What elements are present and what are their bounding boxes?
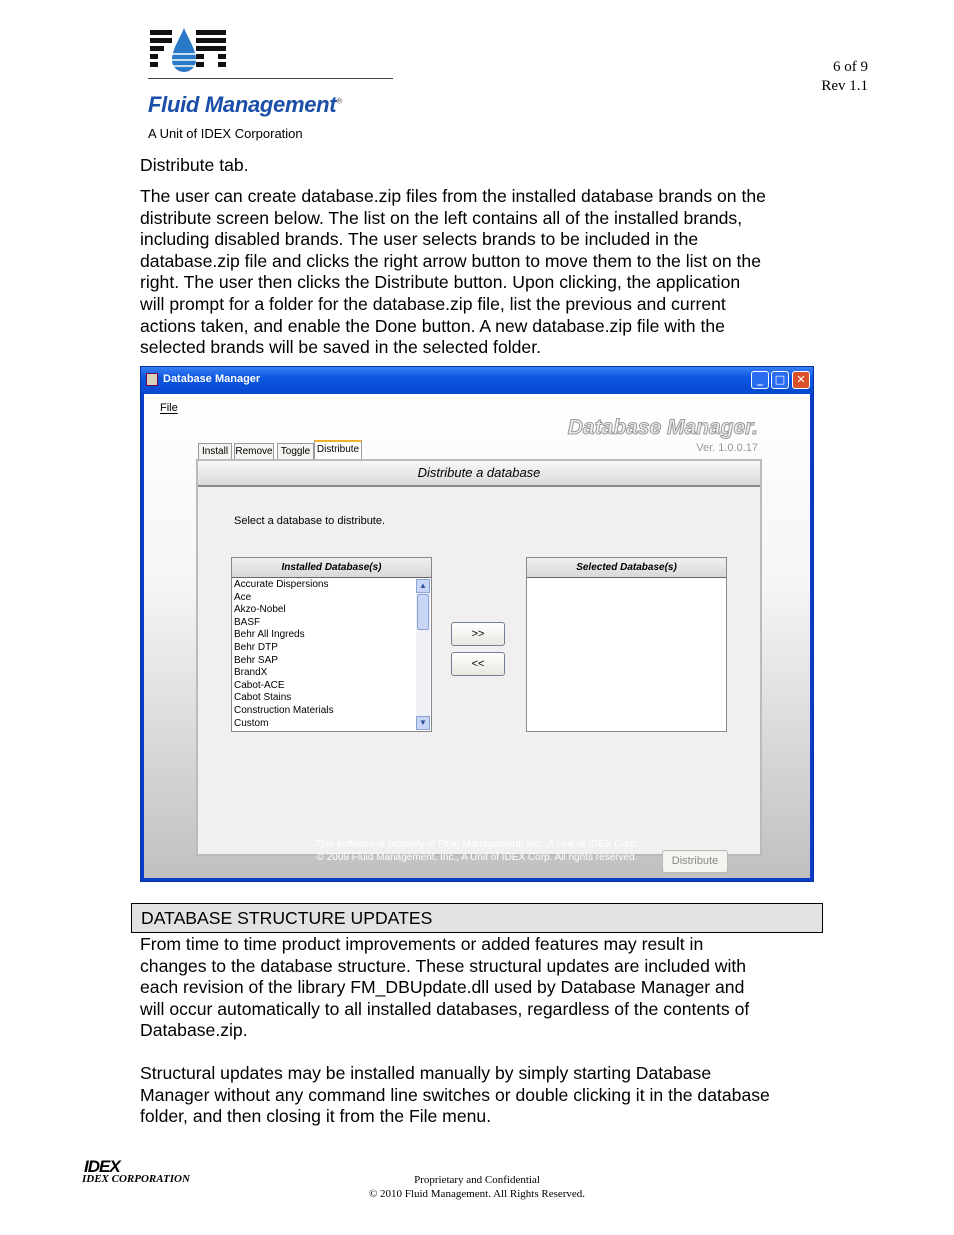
list-item[interactable]: BASF <box>234 616 261 628</box>
section-paragraph-2 <box>140 1063 820 1128</box>
text-line: From time to time product improvements or added features may result in <box>140 934 704 954</box>
close-button[interactable] <box>792 371 810 389</box>
distribute-button[interactable]: Distribute <box>662 850 728 873</box>
page-number: 6 of 9 <box>833 59 868 75</box>
selected-list-header: Selected Database(s) <box>527 558 726 578</box>
list-item[interactable]: BrandX <box>234 667 268 679</box>
text-line: selected brands will be saved in the selected folder. <box>140 337 541 358</box>
database-manager-window <box>140 366 814 882</box>
logo-rule <box>148 78 393 79</box>
section-heading: DATABASE STRUCTURE UPDATES <box>131 903 823 933</box>
text-line: including disabled brands. The user selects brands to be included in the <box>140 229 699 250</box>
tab-toggle[interactable]: Toggle <box>277 443 314 459</box>
footer-confidential: Proprietary and Confidential <box>414 1174 540 1186</box>
fm-mark-icon <box>148 26 228 76</box>
move-left-button[interactable]: << <box>451 652 505 676</box>
installed-database-list[interactable] <box>231 557 432 732</box>
list-item[interactable]: Behr DTP <box>234 641 278 653</box>
scroll-up-icon[interactable]: ▲ <box>416 579 430 593</box>
close-icon: ✕ <box>796 373 806 386</box>
text-line: folder, and then closing it from the File menu. <box>140 1106 492 1127</box>
tab-distribute[interactable]: Distribute <box>314 440 362 459</box>
text-line: Database.zip. <box>140 1020 248 1041</box>
tab-install[interactable]: Install <box>198 443 232 459</box>
logo-brand: Fluid Management® <box>148 92 342 117</box>
list-item[interactable]: Cabot Stains <box>234 692 292 704</box>
maximize-icon: □ <box>774 373 786 386</box>
maximize-button[interactable] <box>771 371 789 389</box>
intro-paragraph <box>140 186 820 359</box>
idex-corporation: IDEX CORPORATION <box>82 1173 190 1185</box>
page-info <box>821 58 868 96</box>
version-label: Ver. 1.0.0.17 <box>696 442 758 454</box>
minimize-icon: _ <box>757 373 763 386</box>
tab-remove[interactable]: Remove <box>234 443 274 459</box>
title-bar[interactable] <box>141 367 813 394</box>
text-line: Manager without any command line switches or double clicking it in the database <box>140 1084 770 1105</box>
list-item[interactable]: Construction Materials <box>234 704 334 716</box>
move-right-button[interactable]: >> <box>451 622 505 646</box>
text-line: will prompt for a folder for the database.zip file, list the previous and current <box>140 293 726 314</box>
revision: Rev 1.1 <box>821 78 868 94</box>
text-line: right. The user then clicks the Distribute button. Upon clicking, the application <box>140 272 741 293</box>
text-line: database.zip file and clicks the right arrow button to move them to the list on the <box>140 250 762 271</box>
window-footer-line1: This software is property of Fluid Management, Inc., A Unit of IDEX Corp. <box>315 839 639 850</box>
idex-logo: IDEX <box>84 1157 120 1176</box>
brand-title: Database Manager. <box>567 416 758 439</box>
installed-list-header: Installed Database(s) <box>232 558 431 578</box>
scroll-thumb[interactable] <box>417 594 429 630</box>
list-item[interactable]: Accurate Dispersions <box>234 579 329 590</box>
list-scrollbar[interactable] <box>416 579 430 730</box>
installed-items <box>234 579 415 730</box>
text-line: changes to the database structure. These structural updates are included with <box>140 955 747 976</box>
list-item[interactable]: Behr All Ingreds <box>234 629 305 641</box>
window-title: Database Manager <box>163 373 261 385</box>
list-item[interactable]: Akzo-Nobel <box>234 604 286 616</box>
window-client <box>144 394 810 878</box>
scroll-down-icon[interactable]: ▼ <box>416 716 430 730</box>
text-line: each revision of the library FM_DBUpdate.dll used by Database Manager and <box>140 977 745 998</box>
text-line: actions taken, and enable the Done button. A new database.zip file with the <box>140 315 725 336</box>
menu-file[interactable]: File <box>160 402 178 414</box>
panel-title: Distribute a database <box>198 461 760 487</box>
text-line: will occur automatically to all installed databases, regardless of the contents of <box>140 998 750 1019</box>
list-item[interactable]: Cabot-ACE <box>234 679 285 691</box>
list-item[interactable]: Custom <box>234 717 269 729</box>
window-footer-line2: © 2009 Fluid Management, Inc., A Unit of IDEX Corp. All rights reserved. <box>316 852 638 863</box>
prompt-label: Select a database to distribute. <box>234 515 386 527</box>
fm-logo <box>146 26 396 144</box>
selected-database-list[interactable] <box>526 557 727 732</box>
logo-unit: A Unit of IDEX Corporation <box>148 126 303 141</box>
intro-heading: Distribute tab. <box>140 155 249 175</box>
footer-copyright: © 2010 Fluid Management. All Rights Reserved. <box>368 1188 586 1200</box>
section-paragraph-1 <box>140 934 820 1042</box>
text-line: Structural updates may be installed manually by simply starting Database <box>140 1063 712 1083</box>
list-item[interactable]: Behr SAP <box>234 654 278 666</box>
app-icon <box>146 373 158 386</box>
list-item[interactable]: Ace <box>234 591 252 603</box>
minimize-button[interactable] <box>751 371 769 389</box>
text-line: The user can create database.zip files from the installed database brands on the <box>140 186 766 206</box>
text-line: distribute screen below. The list on the left contains all of the installed brands, <box>140 207 743 228</box>
